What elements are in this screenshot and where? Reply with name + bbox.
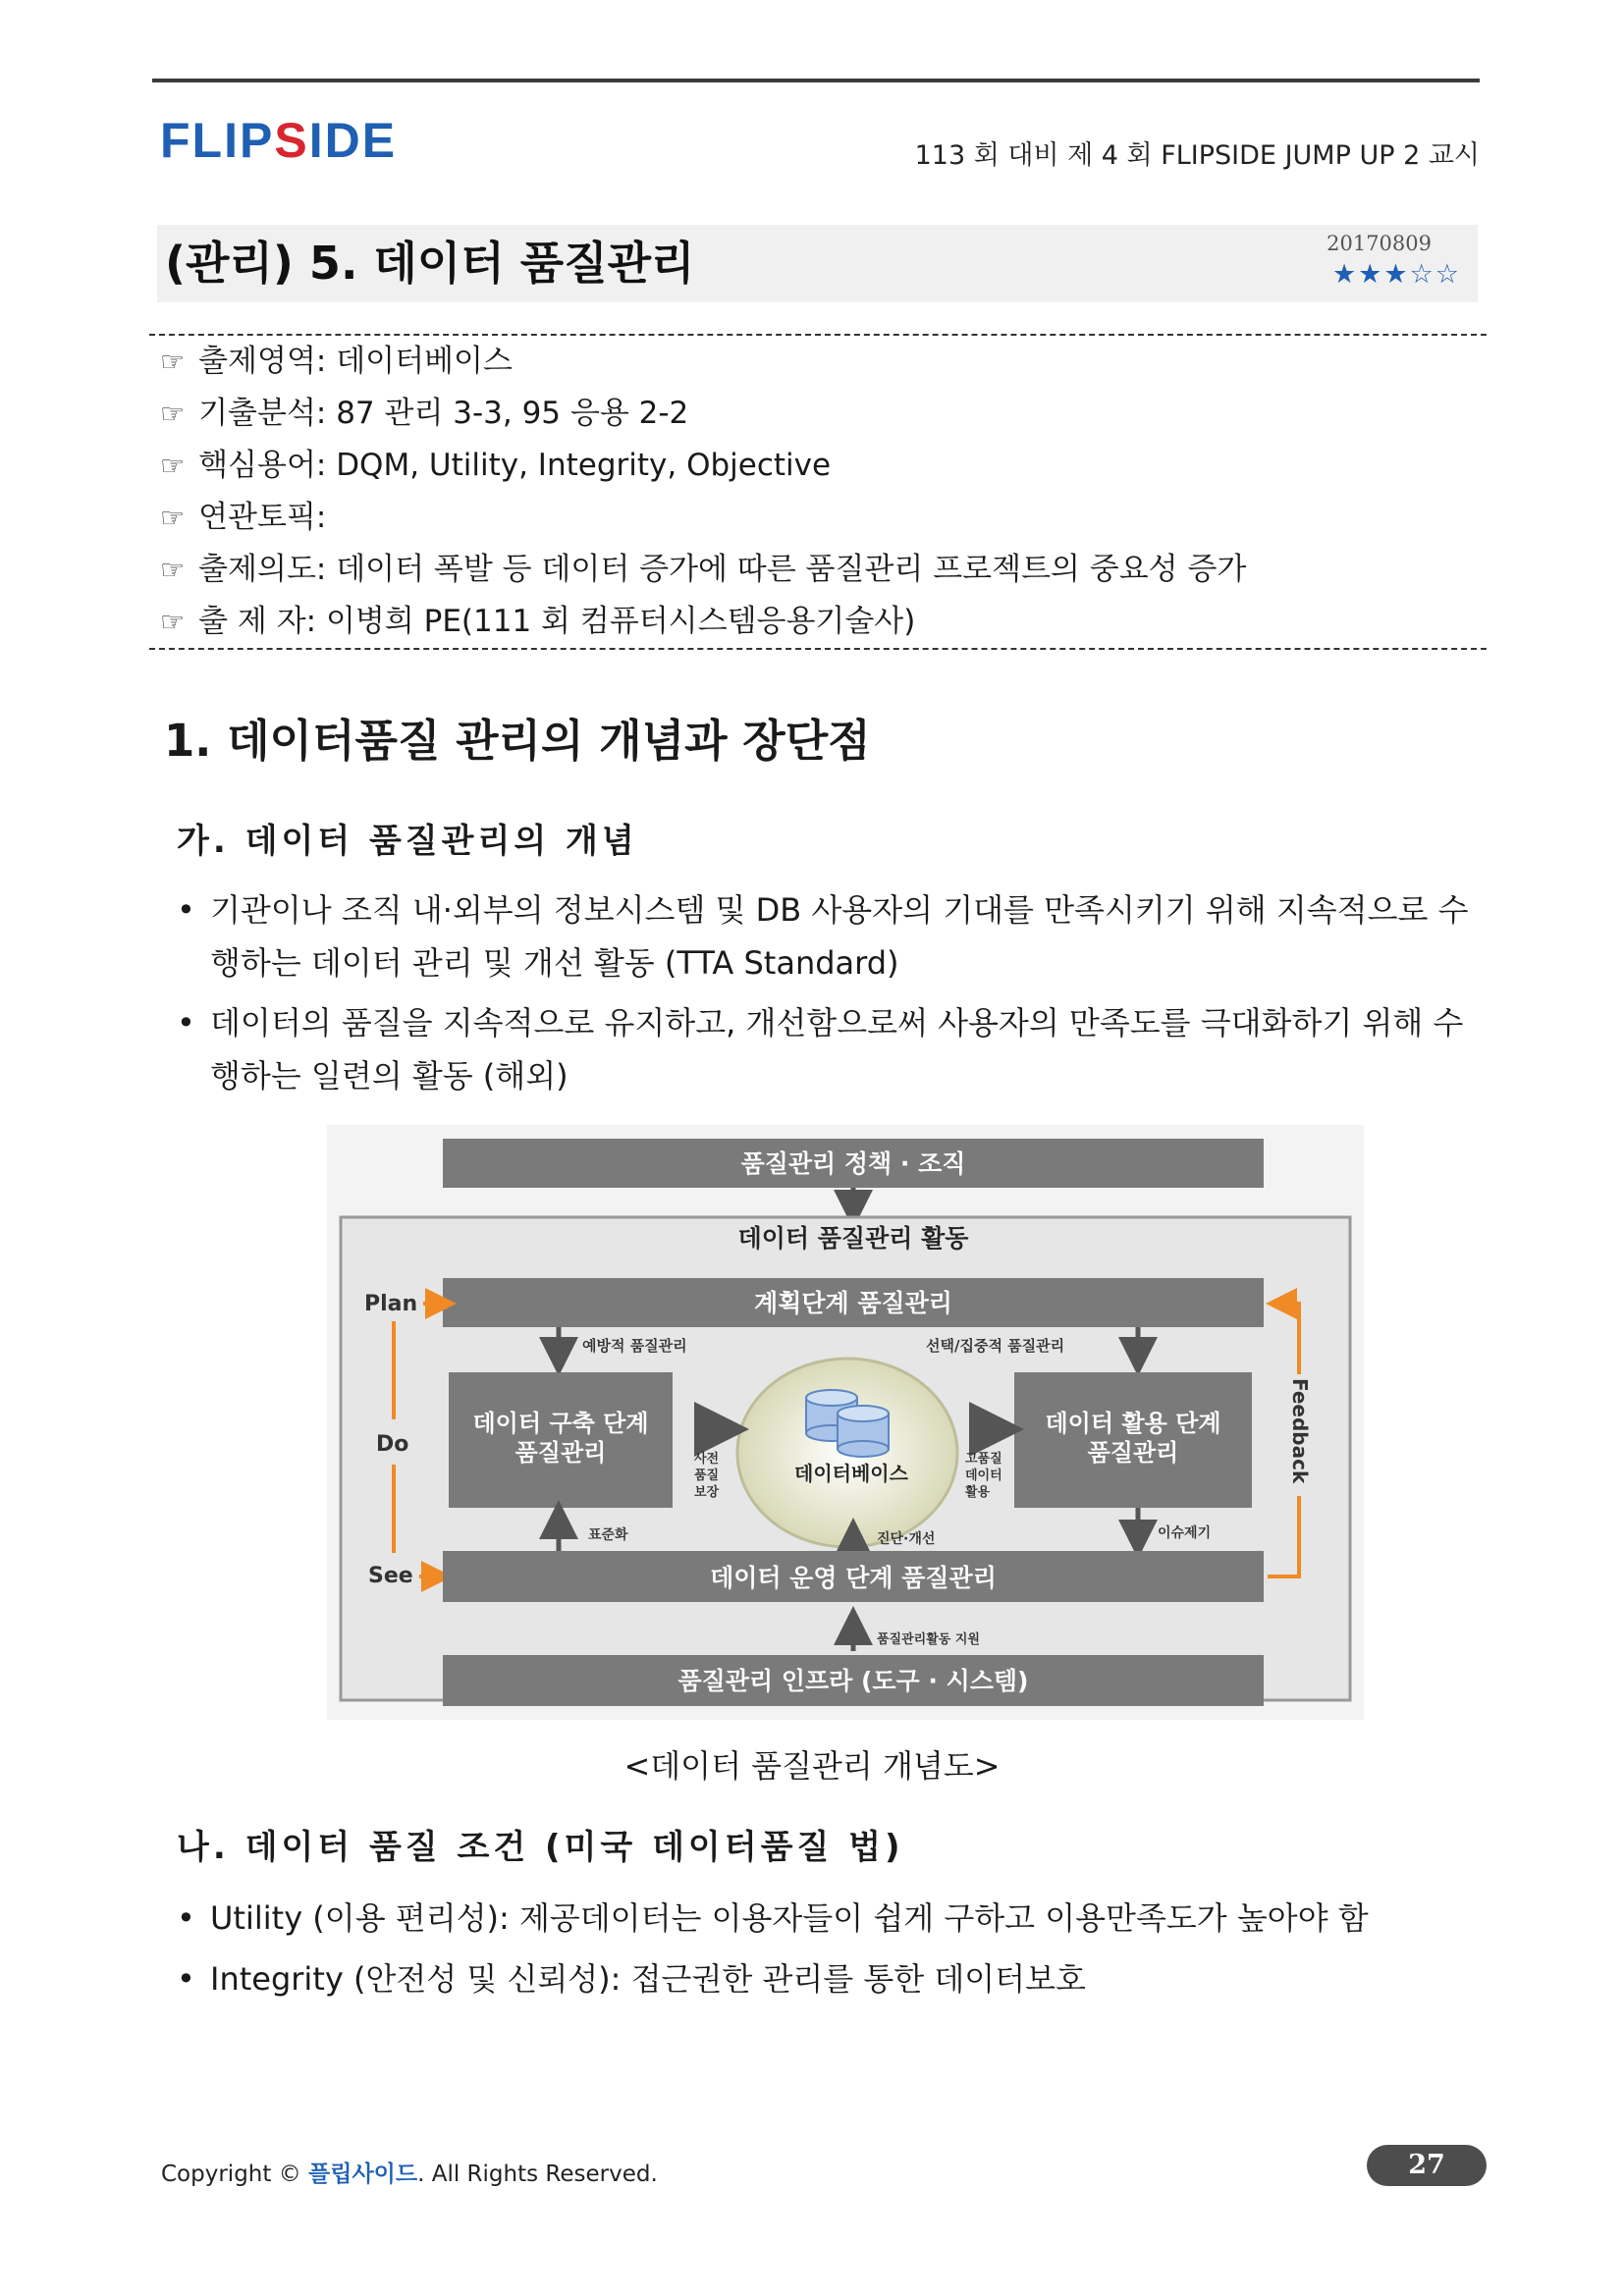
pointing-hand-icon: ☞	[160, 554, 186, 586]
feedback-label: Feedback	[1288, 1378, 1312, 1484]
high-quality-label-2: 데이터	[965, 1468, 1002, 1483]
bullet-dot: •	[177, 1899, 195, 1937]
diagram-svg	[327, 1125, 1364, 1720]
pointing-hand-icon: ☞	[160, 346, 186, 378]
subsection-heading-conditions: 나. 데이터 품질 조건 (미국 데이터품질 법)	[177, 1828, 904, 1867]
page-number-badge: 27	[1367, 2145, 1487, 2186]
meta-row-author: ☞ 출 제 자: 이병희 PE(111 회 컴퓨터시스템응용기술사)	[160, 604, 916, 639]
support-label: 품질관리활동 지원	[877, 1632, 980, 1647]
pointing-hand-icon: ☞	[160, 606, 186, 638]
bullet-item: • Utility (이용 편리성): 제공데이터는 이용자들이 쉽게 구하고 이용만족도가 높아야 함	[177, 1892, 1483, 1945]
flipside-logo: FLIPSIDE	[160, 113, 398, 168]
exam-label: 113 회 대비 제 4 회 FLIPSIDE JUMP UP 2 교시	[914, 140, 1480, 171]
infra-label: 품질관리 인프라 (도구 · 시스템)	[677, 1667, 1029, 1695]
pointing-hand-icon: ☞	[160, 502, 186, 534]
activity-label: 데이터 품질관리 활동	[737, 1224, 969, 1253]
build-stage-line2: 품질관리	[514, 1439, 607, 1467]
subsection-heading-concept: 가. 데이터 품질관리의 개념	[177, 822, 638, 861]
plan-label: Plan	[364, 1292, 418, 1316]
see-label: See	[368, 1564, 413, 1588]
operation-label: 데이터 운영 단계 품질관리	[710, 1564, 997, 1592]
meta-row-analysis: ☞ 기출분석: 87 관리 3-3, 95 응용 2-2	[160, 396, 689, 431]
meta-row-keywords: ☞ 핵심용어: DQM, Utility, Integrity, Objective	[160, 448, 832, 483]
build-stage-line1: 데이터 구축 단계	[472, 1410, 649, 1437]
policy-label: 품질관리 정책 · 조직	[740, 1149, 966, 1178]
selective-label: 선택/집중적 품질관리	[926, 1337, 1065, 1355]
meta-bottom-divider	[149, 648, 1487, 650]
meta-row-related: ☞ 연관토픽:	[160, 500, 327, 535]
brand-name: 플립사이드	[308, 2162, 418, 2187]
use-stage-line1: 데이터 활용 단계	[1045, 1410, 1221, 1437]
bullet-dot: •	[177, 1960, 195, 1998]
database-label: 데이터베이스	[794, 1462, 908, 1485]
bullet-item: • 기관이나 조직 내·외부의 정보시스템 및 DB 사용자의 기대를 만족시키기 위해 지속적으로 수행하는 데이터 관리 및 개선 활동 (TTA Standard)	[177, 883, 1483, 989]
date-code: 20170809	[1326, 232, 1432, 255]
pointing-hand-icon: ☞	[160, 398, 186, 430]
planning-label: 계획단계 품질관리	[754, 1289, 952, 1317]
issue-label: 이슈제기	[1158, 1525, 1212, 1541]
bullet-item: • Integrity (안전성 및 신뢰성): 접근권한 관리를 통한 데이터보호	[177, 1952, 1483, 2005]
diagram-caption: <데이터 품질관리 개념도>	[623, 1747, 1001, 1785]
high-quality-label-3: 활용	[965, 1485, 991, 1500]
meta-top-divider	[149, 334, 1487, 336]
page-title: (관리) 5. 데이터 품질관리	[165, 237, 695, 290]
pre-qa-label-2: 품질	[694, 1468, 720, 1483]
use-stage-line2: 품질관리	[1087, 1439, 1179, 1467]
standardization-label: 표준화	[588, 1527, 628, 1543]
pre-qa-label-1: 사전	[694, 1452, 720, 1467]
pointing-hand-icon: ☞	[160, 450, 186, 482]
section-heading: 1. 데이터품질 관리의 개념과 장단점	[164, 715, 871, 767]
do-label: Do	[376, 1432, 409, 1457]
top-rule	[152, 79, 1480, 82]
preventive-label: 예방적 품질관리	[582, 1337, 687, 1355]
pre-qa-label-3: 보장	[694, 1485, 720, 1500]
rating-stars: ★★★☆☆	[1331, 259, 1461, 290]
meta-row-intent: ☞ 출제의도: 데이터 폭발 등 데이터 증가에 따른 품질관리 프로젝트의 중요성 증가	[160, 552, 1247, 587]
diagnosis-label: 진단·개선	[877, 1531, 936, 1547]
dqm-concept-diagram	[327, 1125, 1364, 1720]
copyright-notice: Copyright © 플립사이드. All Rights Reserved.	[161, 2162, 658, 2187]
meta-row-area: ☞ 출제영역: 데이터베이스	[160, 344, 513, 379]
bullet-item: • 데이터의 품질을 지속적으로 유지하고, 개선함으로써 사용자의 만족도를 극대화하기 위해 수행하는 일련의 활동 (해외)	[177, 996, 1483, 1102]
bullet-dot: •	[177, 1004, 195, 1041]
high-quality-label-1: 고품질	[965, 1452, 1002, 1467]
bullet-dot: •	[177, 891, 195, 929]
